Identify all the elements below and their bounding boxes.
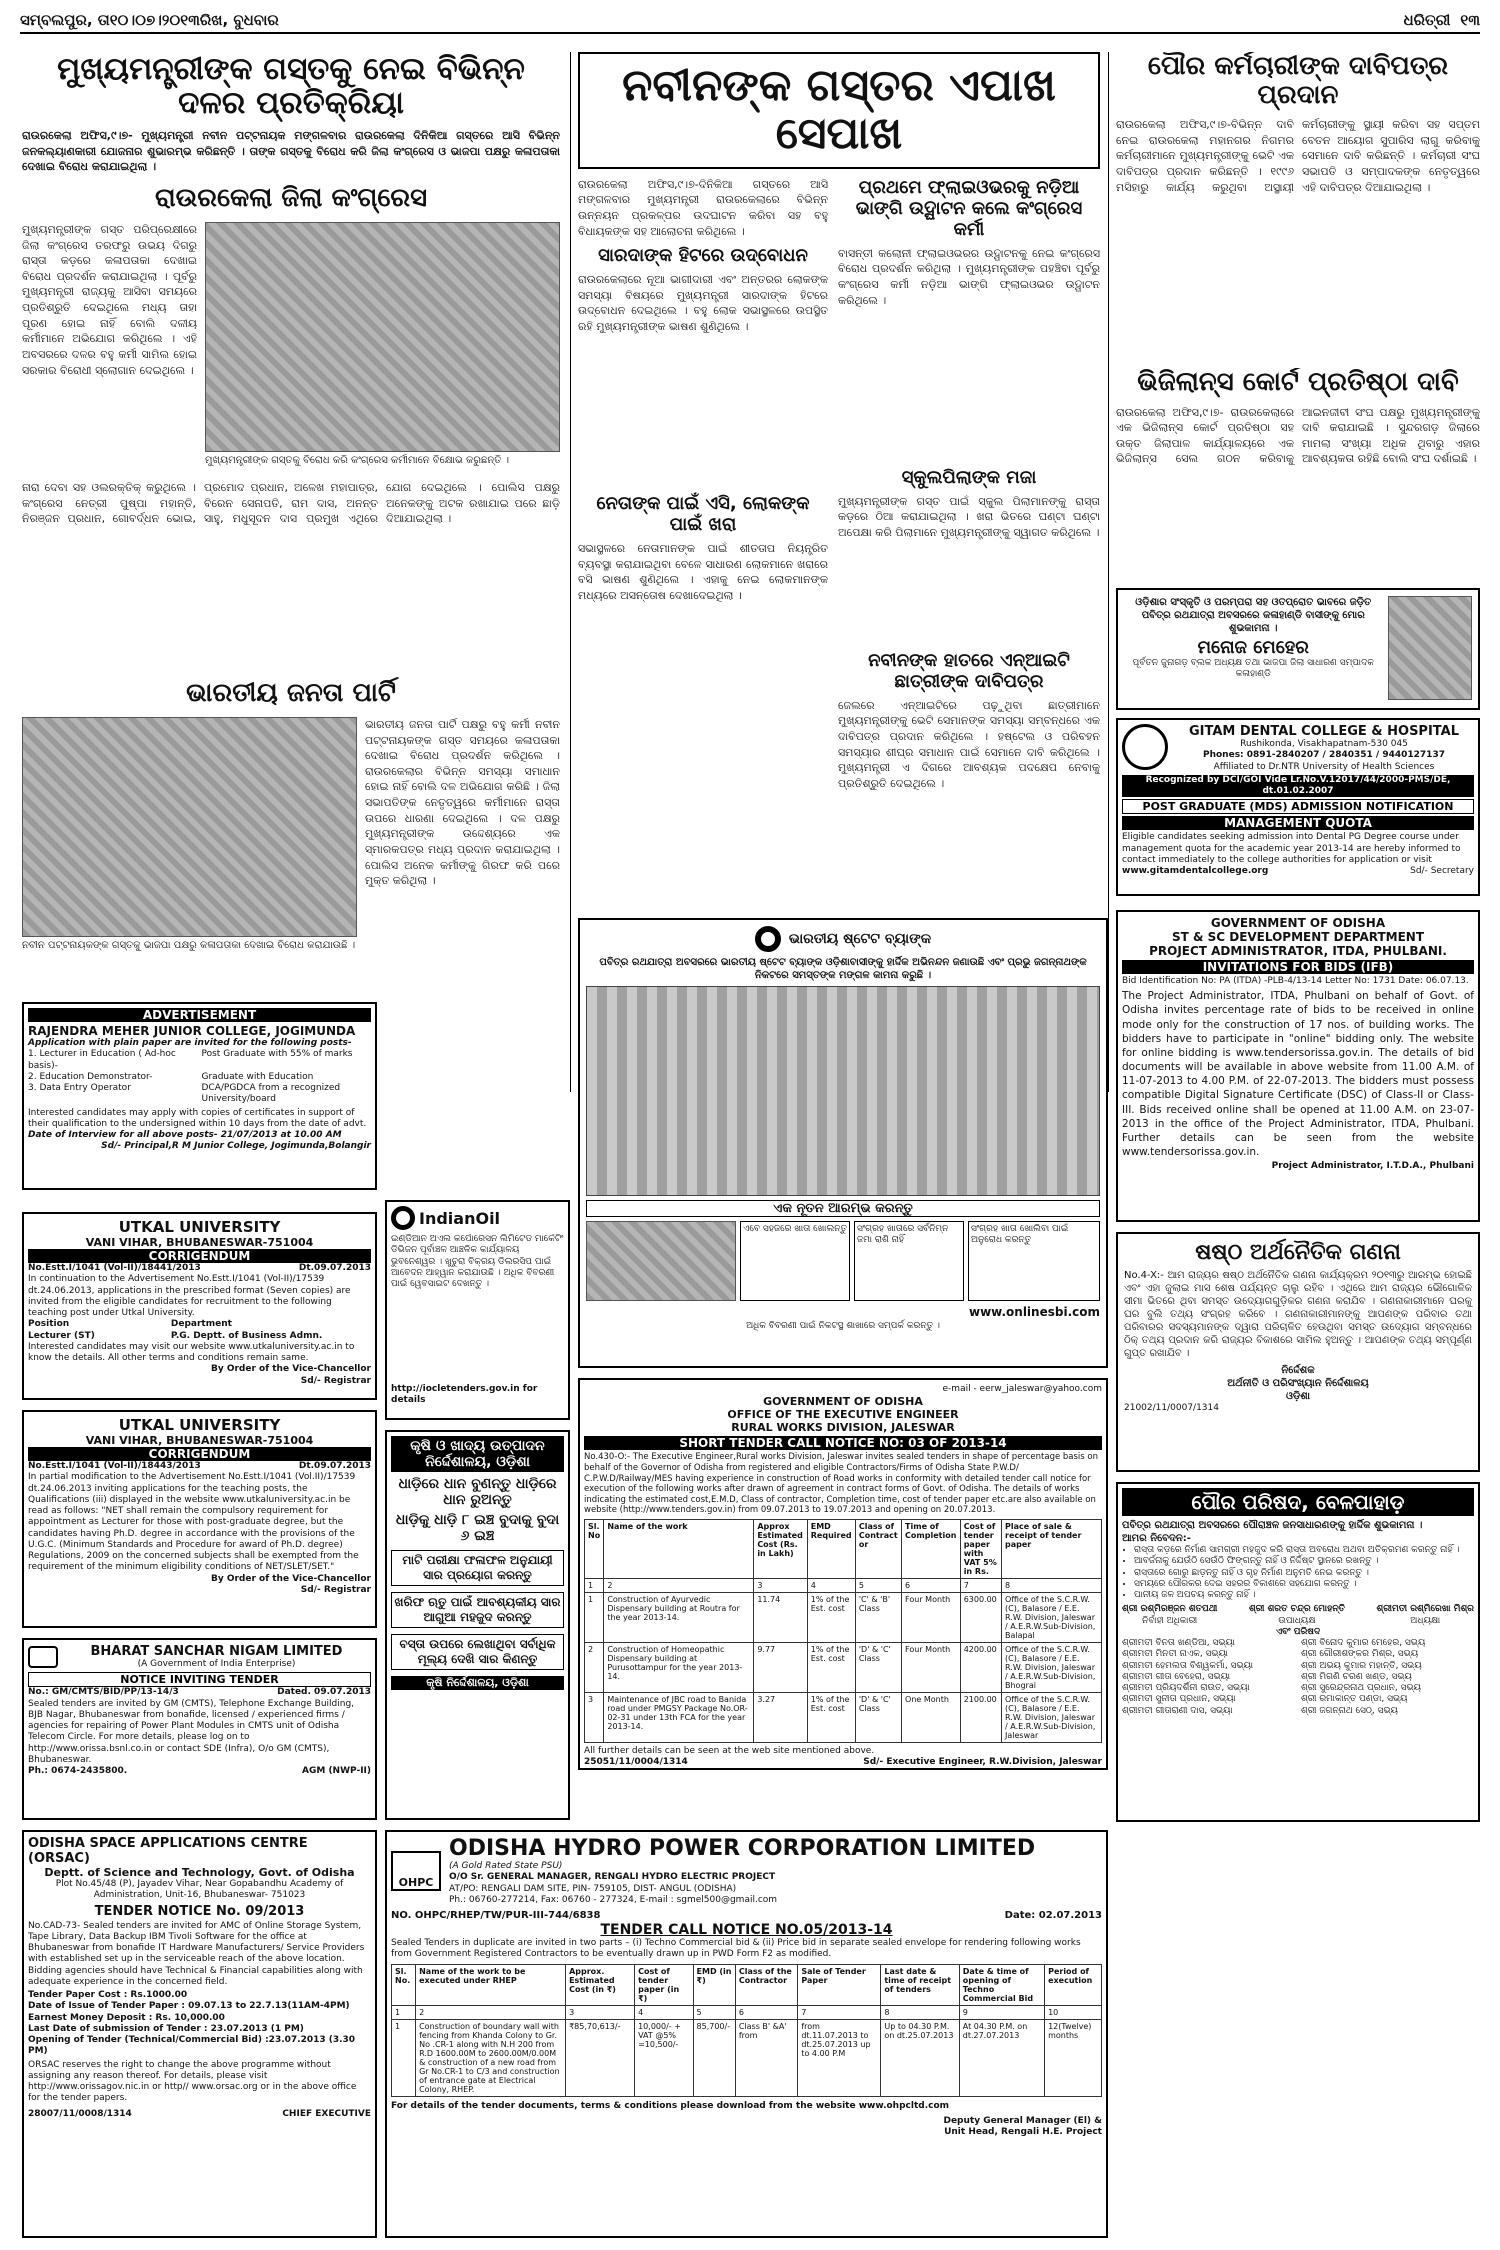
story2-side-text: ବାସନ୍ତୀ କଲୋନୀ ଫ୍ଲାଇଓଭରର ଉଦ୍ଘାଟନକୁ ନେଇ କଂଗ୍ରେସ ବିରୋଧ ପ୍ରଦର୍ଶନ କରିଥିଲା । ମୁଖ୍ୟମନ୍ତ୍ରୀଙ୍କ ପହଞ୍ଚିବା ପୂର୍ବରୁ କଂଗ୍ରେସ କର୍ମୀ ନଡ଼ିଆ ଭାଙ୍ଗି ଫ୍ଲାଇଓଭର ଉଦ୍ଘାଟନ କରିଥିଲେ । bbox=[838, 246, 1100, 307]
story1-bjp-text: ଭାରତୀୟ ଜନତା ପାର୍ଟି ପକ୍ଷରୁ ବହୁ କର୍ମୀ ନବୀନ ପଟ୍ଟନାୟକଙ୍କ ଗସ୍ତ ସମୟରେ କଳାପତାକା ଦେଖାଇ ବିରୋଧ ପ୍ରଦର୍ଶନ କରିଥିଲେ । ରାଉରକେଲାର ବିଭିନ୍ନ ସମସ୍ୟା ସମାଧାନ ହୋଇ ନାହିଁ ବୋଲି ଦଳ ଅଭିଯୋଗ କରିଛି । ଜିଲା ସଭାପତିଙ୍କ ନେତୃତ୍ୱରେ କର୍ମୀମାନେ ରାସ୍ତା ଉପରେ ଧାରଣା ଦେଇଥିଲେ । ଦଳ ପକ୍ଷରୁ ମୁଖ୍ୟମନ୍ତ୍ରୀଙ୍କ ଉଦ୍ଦେଶ୍ୟରେ ଏକ ସ୍ମାରକପତ୍ର ମଧ୍ୟ ପ୍ରଦାନ କରାଯାଇଥିଲା । ପୋଲିସ ଅନେକ କର୍ମୀଙ୍କୁ ଗିରଫ କରି ପରେ ମୁକ୍ତ କରିଥିଲା । bbox=[365, 718, 560, 888]
utkal1-sign: By Order of the Vice-Chancellor bbox=[210, 1364, 371, 1375]
utkal2-title: UTKAL UNIVERSITY bbox=[118, 1416, 281, 1434]
orsac-dept: Deptt. of Science and Technology, Govt. of Odisha bbox=[44, 1866, 355, 1879]
story2-section-a-head: ସାରଦାଙ୍କ ହିଟରେ ଉଦ୍ବୋଧନ bbox=[598, 245, 808, 267]
agri-footer: କୃଷି ନିର୍ଦ୍ଦେଶାଳୟ, ଓଡ଼ିଶା bbox=[391, 1676, 564, 1690]
table-colnum-row bbox=[585, 1579, 1102, 1593]
table-cell: 1 bbox=[392, 2005, 416, 2019]
table-cell: 9 bbox=[959, 2005, 1044, 2019]
rwd-office: OFFICE OF THE EXECUTIVE ENGINEER bbox=[727, 1408, 959, 1422]
sbi-website: www.onlinesbi.com bbox=[968, 1305, 1100, 1319]
utkal-corrigendum-1 bbox=[22, 1212, 377, 1400]
rwd-text: No.430-O:- The Executive Engineer,Rural works Division, Jaleswar invites sealed tenders in shape of percentage basis on behalf of the Governor of Odisha from registered and eligible Contractors/Firms of Odisha State P.W.D/ C.P.W.D/Railway/MES having experience in construction of Road works in conformity with detailed tender call notice for execution of the following works after drawn of agreement in contract forms of Govt. of Odisha. The details of works indicating the estimated cost,E.M.D, Class of contractor, Completion time, cost of tender paper etc.are also available on website (http://www.tenders.gov.in) from 09.07.2013 to 19.07.2013 and opening on 20.07.2013. bbox=[584, 1452, 1099, 1516]
masthead bbox=[20, 8, 1480, 34]
orsac-text2: ORSAC reserves the right to change the above programme without assigning any reason thereof. For details, please visit http://www.orissagov.nic.in or http// www.orsac.org or in the above office for the tender papers. bbox=[28, 2059, 357, 2104]
table-cell: Office of the S.C.R.W. (C), Balasore / E.E. R.W. Division, Jaleswar / A.E.R.W.Sub-Division, Balapal bbox=[1002, 1593, 1102, 1643]
table-cell: Office of the S.C.R.W. (C), Balasore / E.E. R.W. Division, Jaleswar / A.E.R.W.Sub-Division, Bhograi bbox=[1002, 1643, 1102, 1693]
utkal1-position-header: Position bbox=[28, 1319, 70, 1330]
belpahar-municipality-ad bbox=[1116, 1482, 1480, 1822]
utkal1-department-header: Department bbox=[170, 1319, 232, 1330]
table-cell: 2 bbox=[604, 1579, 754, 1593]
sbi-logo-text: ଭାରତୀୟ ଷ୍ଟେଟ ବ୍ୟାଙ୍କ bbox=[788, 931, 932, 947]
story2-section-b-text: ମୁଖ୍ୟମନ୍ତ୍ରୀଙ୍କ ଗସ୍ତ ପାଇଁ ସ୍କୁଲ ପିଲାମାନଙ୍କୁ ରାସ୍ତା କଡ଼ରେ ଠିଆ କରାଯାଇଥିଲା । ଖରା ଭିତରେ ଘଣ୍ଟା ଘଣ୍ଟା ଅପେକ୍ଷା କରି ପିଲାମାନେ ମୁଖ୍ୟମନ୍ତ୍ରୀଙ୍କୁ ସ୍ୱାଗତ କରିଥିଲେ । bbox=[838, 494, 1100, 539]
table-header: Sale of Tender Paper bbox=[798, 1964, 881, 2005]
gitam-phones: Phones: 0891-2840207 / 2840351 / 9440127137 bbox=[1203, 750, 1445, 761]
council-member: ଶ୍ରୀ ସୁରେନ୍ଦ୍ରନାଥ ପ୍ରଧାନ, ସଭ୍ୟ bbox=[1301, 1683, 1421, 1693]
story2-headline: ନବୀନଙ୍କ ଗସ୍ତର ଏପାଖ ସେପାଖ bbox=[578, 52, 1100, 169]
table-cell: 7 bbox=[798, 2005, 881, 2019]
agri-line1: ଧାଡ଼ିରେ ଧାନ ବୁଣନ୍ତୁ ଧାଡ଼ିରେ ଧାନ ରୁଅନ୍ତୁ bbox=[398, 1476, 557, 1508]
utkal1-position: Lecturer (ST) bbox=[28, 1330, 95, 1341]
paura-title: ପୌର ପରିଷଦ, ବେଳପାହାଡ଼ bbox=[1122, 1488, 1474, 1516]
story2-section-c-text: ସଭାସ୍ଥଳରେ ନେତାମାନଙ୍କ ପାଇଁ ଶୀତତାପ ନିୟନ୍ତ୍ରିତ ବ୍ୟବସ୍ଥା କରାଯାଇଥିବା ବେଳେ ସାଧାରଣ ଲୋକମାନେ ଖରାରେ ବସି ଭାଷଣ ଶୁଣିଥିଲେ । ଏହାକୁ ନେଇ ଲୋକମାନଙ୍କ ମଧ୍ୟରେ ଅସନ୍ତୋଷ ଦେଖାଦେଇଥିଲା । bbox=[578, 542, 828, 603]
story2-section-b-head: ସ୍କୁଲପିଲାଙ୍କ ମଜା bbox=[901, 466, 1037, 488]
utkal-corrigendum-2 bbox=[22, 1410, 377, 1628]
table-cell: 8 bbox=[881, 2005, 959, 2019]
council-member: ଶ୍ରୀ ଜଗନ୍ନାଥ ସେଠ୍, ସଭ୍ୟ bbox=[1301, 1705, 1398, 1716]
table-row bbox=[392, 2019, 1102, 2096]
story1-headline: ମୁଖ୍ୟମନ୍ତ୍ରୀଙ୍କ ଗସ୍ତକୁ ନେଇ ବିଭିନ୍ନ ଦଳର ପ୍ରତିକ୍ରିୟା bbox=[57, 52, 525, 122]
council-member: ଶ୍ରୀ ମିଗଣି ଚରଣ ଖଣ୍ଡ, ସଭ୍ୟ bbox=[1301, 1671, 1412, 1682]
rwd-div: RURAL WORKS DIVISION, JALESWAR bbox=[731, 1421, 955, 1435]
story-cm-visit-reactions bbox=[22, 52, 560, 992]
utkal2-number: No.Estt.I/1041 (Vol-II)/18443/2013 bbox=[28, 1461, 201, 1471]
gitam-title: GITAM DENTAL COLLEGE & HOSPITAL bbox=[1188, 724, 1459, 739]
ohpc-notice: TENDER CALL NOTICE NO.05/2013-14 bbox=[600, 1922, 893, 1938]
utkal1-title: UTKAL UNIVERSITY bbox=[118, 1218, 281, 1236]
orsac-notice: TENDER NOTICE No. 09/2013 bbox=[94, 1903, 305, 1919]
agri-box3: ବସ୍ତା ଉପରେ ଲେଖାଥିବା ସର୍ବାଧିକ ମୂଲ୍ୟ ଦେଖି ସାର କିଣନ୍ତୁ bbox=[391, 1634, 564, 1670]
itda-phulbani-ifb bbox=[1116, 910, 1480, 1222]
story4-headline: ଭିଜିଲାନ୍ସ କୋର୍ଟ ପ୍ରତିଷ୍ଠା ଦାବି bbox=[1137, 368, 1459, 397]
ohpc-date: Date: 02.07.2013 bbox=[1004, 1910, 1102, 1921]
table-header: Period of execution bbox=[1045, 1964, 1102, 2005]
gitam-bar1: POST GRADUATE (MDS) ADMISSION NOTIFICATION bbox=[1122, 799, 1474, 814]
utkal2-bar: CORRIGENDUM bbox=[28, 1447, 371, 1461]
itda-ref: Bid Identification No: PA (ITDA) -PLB-4/13-14 Letter No: 1731 Date: 06.07.13. bbox=[1122, 976, 1469, 986]
table-cell: Maintenance of JBC road to Banida road under PMGSY Package No.OR-02-31 under 13th FCA for the year 2013-14. bbox=[604, 1693, 754, 1743]
bsnl-title: BHARAT SANCHAR NIGAM LIMITED bbox=[90, 1644, 343, 1659]
congress-protest-photo bbox=[205, 222, 560, 452]
bsnl-phone: Ph.: 0674-2435800. bbox=[28, 1766, 128, 1776]
itda-bar: INVITATIONS FOR BIDS (IFB) bbox=[1122, 960, 1474, 974]
rmjc-qualification: DCA/PGDCA from a recognized University/board bbox=[201, 1083, 341, 1105]
orsac-item: Tender Paper Cost : Rs.1000.00 bbox=[28, 1990, 188, 2000]
census-sign1: ନିର୍ଦ୍ଦେଶକ bbox=[1281, 1365, 1315, 1376]
bsnl-logo-icon bbox=[28, 1646, 58, 1668]
table-cell: 12(Twelve) months bbox=[1045, 2019, 1102, 2096]
masthead-paper-name: ଧରିତ୍ରୀ bbox=[1403, 11, 1451, 29]
rmjc-qualification: Post Graduate with 55% of marks bbox=[201, 1049, 353, 1060]
indianoil-ad bbox=[385, 1200, 570, 1420]
table-header: Sl. No. bbox=[392, 1964, 416, 2005]
ohpc-line1: O/O Sr. GENERAL MANAGER, RENGALI HYDRO ELECTRIC PROJECT bbox=[449, 1872, 776, 1883]
table-cell: 8 bbox=[1002, 1579, 1102, 1593]
bsnl-sub: (A Government of India Enterprise) bbox=[137, 1659, 296, 1669]
story1-congress-text: ମୁଖ୍ୟମନ୍ତ୍ରୀଙ୍କ ଗସ୍ତ ପରିପ୍ରେକ୍ଷୀରେ ଜିଲା କଂଗ୍ରେସ ତରଫରୁ ଉଭୟ ଦିଗରୁ ରାସ୍ତା କଡ଼ରେ କଳାପତାକା ଦେଖାଇ ବିରୋଧ ପ୍ରଦର୍ଶନ କରାଯାଇଥିଲା । ପୂର୍ବରୁ ମୁଖ୍ୟମନ୍ତ୍ରୀ ରାଜ୍ୟକୁ ଆସିବା ସମୟରେ ପ୍ରତିଶ୍ରୁତି ଦେଇଥିଲେ ମଧ୍ୟ ତାହା ପୂରଣ ହୋଇ ନାହିଁ ବୋଲି ଦଳୀୟ କର୍ମୀମାନେ ଅଭିଯୋଗ କରିଥିଲେ । ଏହି ଅବସରରେ ଦଳର ବହୁ କର୍ମୀ ସାମିଲ ହୋଇ ସରକାର ବିରୋଧୀ ସ୍ଲୋଗାନ ଦେଇଥିଲେ । bbox=[22, 223, 197, 377]
table-cell: ₹85,70,613/- bbox=[566, 2019, 635, 2096]
ohpc-number: NO. OHPC/RHEP/TW/PUR-III-744/6838 bbox=[391, 1910, 601, 1921]
utkal2-text: In partial modification to the Advertisement No.Estt.I/1041 (Vol.II)/17539 dt.24.06.2013 inviting applications for the teaching posts, the Qualifications (iii) displayed in the website www.utkaluniversity.ac.in be read as follows: "NET shall remain the compulsory requirement for appointment as Lecturer for those with post-graduate degree, but the candidates having Ph.D. degree in accordance with the provisions of the U.G.C. (Minimum Standards and Procedure for award of Ph.D. degree) Regulations, 2009 on the concerned subjects shall be exempted from the requirement of the minimum eligibility conditions of NET/SLET/SET." bbox=[28, 1472, 359, 1573]
table-cell: 9.77 bbox=[754, 1643, 807, 1693]
utkal1-text: In continuation to the Advertisement No.Estt.I/1041 (Vol-II)/17539 dt.24.06.2013, applications in the prescribed format (Seven copies) are invited from the eligible candidates for recruitment to the following teaching post under Utkal University. bbox=[28, 1274, 351, 1318]
paura-point: • ରାସ୍ତା କଡ଼ରେ ନିର୍ମାଣ ସାମଗ୍ରୀ ମହଜୁଦ କରି ରାସ୍ତା ଅବରୋଧ ଅଥବା ଅତିକ୍ରମଣ କରନ୍ତୁ ନାହିଁ । bbox=[1134, 1545, 1474, 1556]
ohpc-tender-notice bbox=[385, 1830, 1108, 2238]
table-cell: 3 bbox=[754, 1579, 807, 1593]
council-member: ଶ୍ରୀମତୀ ମିନତୀ ନାଏକ, ସଭ୍ୟା bbox=[1122, 1649, 1228, 1660]
story4-text: ରାଉରକେଲା ଅଫିସ,୯।୭- ରାଉରକେଲାରେ ଏକ ଭିଜିଲାନ୍ସ କୋର୍ଟ ପ୍ରତିଷ୍ଠା ସହ ଉକ୍ତ ଜିଲାପାଳ କାର୍ଯ୍ୟାଳୟରେ ଏକ ଭିଜିଲାନ୍ସ ସେଲ ଗଠନ କରିବାକୁ ଆଇନଜୀବୀ ସଂଘ ପକ୍ଷରୁ ମୁଖ୍ୟମନ୍ତ୍ରୀଙ୍କୁ ଦାବି କରାଯାଇଛି । ସୁନ୍ଦରଗଡ଼ ଜିଲାରେ ମାମଲା ସଂଖ୍ୟା ଅଧିକ ଥିବାରୁ ଏହାର ଆବଶ୍ୟକତା ରହିଛି ବୋଲି ସଂଘ ଦର୍ଶାଇଛି । bbox=[1116, 405, 1480, 466]
table-cell: One Month bbox=[902, 1693, 961, 1743]
orsac-item: Date of Issue of Tender Paper : 09.07.13 to 22.7.13(11AM-4PM) bbox=[28, 2001, 350, 2012]
table-cell: 1 bbox=[585, 1593, 604, 1643]
paura-point: • ଆବର୍ଜନାକୁ ଯେଉଁଠି ସେଉଁଠି ଫିଙ୍ଗନ୍ତୁ ନାହିଁ ଓ ନିର୍ଦ୍ଦିଷ୍ଟ ସ୍ଥାନରେ ରଖନ୍ତୁ । bbox=[1134, 1556, 1474, 1567]
bsnl-text: Sealed tenders are invited by GM (CMTS), Telephone Exchange Building, BJB Nagar, Bhubaneswar from bonafide, licensed / experienced firms / agencies for repairing of Power Plant Modules in CMTS unit of Odisha Telecom Circle. For more details, please log on to http://www.orissa.bsnl.co.in or contact SDE (Infra), O/o GM (CMTS), Bhubaneswar. bbox=[28, 1698, 355, 1765]
council-member: ଶ୍ରୀ ରମାକାନ୍ତ ପଣ୍ଡା, ସଭ୍ୟ bbox=[1301, 1694, 1408, 1705]
rmjc-text: Interested candidates may apply with copies of certificates in support of their qualification to the undersigned within 10 days from the date of advt. bbox=[28, 1107, 367, 1129]
agri-box2: ଖରିଫ ଋତୁ ପାଇଁ ଆବଶ୍ୟକୀୟ ସାର ଆଗୁଆ ମହଜୁଦ କରନ୍ତୁ bbox=[391, 1592, 564, 1628]
gitam-address: Rushikonda, Visakhapatnam-530 045 bbox=[1240, 739, 1408, 749]
rmjc-jogimunda-ad bbox=[22, 1002, 377, 1190]
table-header: EMD (in ₹) bbox=[693, 1964, 735, 2005]
table-cell: 3.27 bbox=[754, 1693, 807, 1743]
orsac-addr: Plot No.45/48 (P), Jayadev Vihar, Near Gopabandhu Academy of Administration, Unit-16, Bhubaneswar- 751023 bbox=[55, 1879, 344, 1901]
table-header: Last date & time of receipt of tenders bbox=[881, 1964, 959, 2005]
gitam-website: www.gitamdentalcollege.org bbox=[1122, 866, 1269, 876]
paura-points bbox=[1122, 1545, 1474, 1601]
table-header: Approx Estimated Cost (Rs. in Lakh) bbox=[754, 1520, 807, 1579]
orsac-item: Opening of Tender (Technical/Commercial Bid) :23.07.2013 (3.30 PM) bbox=[28, 2035, 356, 2057]
bsnl-number: No.: GM/CMTS/BID/PP/13-14/3 bbox=[28, 1687, 179, 1698]
ohpc-logo: OHPC bbox=[391, 1851, 441, 1891]
indianoil-logo: IndianOil bbox=[419, 1208, 501, 1228]
council-member: ଶ୍ରୀମତୀ ଗୀତାରାଣୀ ଦାସ, ସଭ୍ୟା bbox=[1122, 1705, 1233, 1716]
council-member: ଶ୍ରୀ ବିନୋଦ କୁମାର ମେହେର, ସଭ୍ୟ bbox=[1301, 1638, 1426, 1648]
story1-subhead-congress: ରାଉରକେଲା ଜିଲା କଂଗ୍ରେସ bbox=[154, 183, 428, 214]
paura-council-label: ଏବଂ ପରିଷଦ bbox=[1275, 1626, 1321, 1637]
gitam-text: Eligible candidates seeking admission into Dental PG Degree course under management quota for the academic year 2013-14 are hereby informed to contact immediately to the college authorities for application or visit bbox=[1122, 832, 1461, 865]
table-cell: 10,000/- + VAT @5% =10,500/- bbox=[635, 2019, 693, 2096]
ohpc-sign1: Deputy General Manager (El) & bbox=[943, 2115, 1102, 2126]
rmjc-post: 2. Education Demonstrator- bbox=[28, 1071, 153, 1082]
table-cell: 4200.00 bbox=[960, 1643, 1001, 1693]
rmjc-title: RAJENDRA MEHER JUNIOR COLLEGE, JOGIMUNDA bbox=[28, 1024, 356, 1038]
rwd-jaleswar-tender bbox=[578, 1378, 1108, 1770]
itda-dept: ST & SC DEVELOPMENT DEPARTMENT bbox=[1171, 930, 1425, 944]
table-colnum-row bbox=[392, 2005, 1102, 2019]
story1-intro: ରାଉରକେଲା ଅଫିସ,୯।୭- ମୁଖ୍ୟମନ୍ତ୍ରୀ ନବୀନ ପଟ୍ଟନାୟକ ମଙ୍ଗଳବାର ରାଉରକେଲା ଦିନିକିଆ ଗସ୍ତରେ ଆସି ବିଭିନ୍ନ ଜନକଲ୍ୟାଣକାରୀ ଯୋଜନାର ଶୁଭାରମ୍ଭ କରିଛନ୍ତି । ତାଙ୍କ ଗସ୍ତକୁ ବିରୋଧ କରି ଜିଲା କଂଗ୍ରେସ ଓ ଭାଜପା ପକ୍ଷରୁ କଳାପତାକା ଦେଖାଇ ବିରୋଧ କରାଯାଇଥିଲା । bbox=[22, 129, 560, 174]
table-header: Approx. Estimated Cost (in ₹) bbox=[566, 1964, 635, 2005]
table-cell: 'D' & 'C' Class bbox=[855, 1643, 901, 1693]
bsnl-date: Dated. 09.07.2013 bbox=[277, 1687, 371, 1698]
table-header-row bbox=[392, 1964, 1102, 2005]
officer-role: ଅଧ୍ୟକ୍ଷା bbox=[1410, 1615, 1441, 1626]
orsac-text: No.CAD-73- Sealed tenders are invited for AMC of Online Storage System, Tape Library, Data Backup IBM Tivoli Software for the office at Bhubaneswar from bonafide IT Hardware Manufacturers/ Service Providers with established set up in the serviceable reach of the above location. Bidding agencies should have Technical & Financial capabilities along with adequate experience in the concerned field. bbox=[28, 1920, 365, 1987]
rwd-gov: GOVERNMENT OF ODISHA bbox=[763, 1395, 923, 1409]
story3-headline: ପୌର କର୍ମଚାରୀଙ୍କ ଦାବିପତ୍ର ପ୍ରଦାନ bbox=[1147, 52, 1449, 110]
council-member: ଶ୍ରୀମତୀ ବିନତା ଖଣ୍ଡିଆ, ସଭ୍ୟା bbox=[1122, 1638, 1235, 1648]
table-cell: 3 bbox=[585, 1693, 604, 1743]
rwd-code: 25051/11/0004/1314 bbox=[584, 1757, 688, 1768]
ohpc-line3: Ph.: 06760-277214, Fax: 06760 - 277324, E-mail : sgmel500@gmail.com bbox=[449, 1894, 778, 1905]
table-cell: 2 bbox=[416, 2005, 566, 2019]
table-cell: At 04.30 P.M. on dt.27.07.2013 bbox=[959, 2019, 1044, 2096]
utkal1-bar: CORRIGENDUM bbox=[28, 1249, 371, 1263]
council-member: ଶ୍ରୀ ଅଭୟ କୁମାର ମହାନ୍ତି, ସଭ୍ୟ bbox=[1301, 1660, 1422, 1671]
table-cell: 6 bbox=[902, 1579, 961, 1593]
ohpc-footer: For details of the tender documents, terms & conditions please download from the website www.ohpcltd.com bbox=[391, 2100, 950, 2111]
bsnl-bar: NOTICE INVITING TENDER bbox=[28, 1672, 371, 1687]
table-cell: Construction of Homeopathic Dispensary building at Purusottampur for the year 2013-14. bbox=[604, 1643, 754, 1693]
table-cell: Construction of Ayurvedic Dispensary building at Routra for the year 2013-14. bbox=[604, 1593, 754, 1643]
census-text: No.4-X:- ଆମ ରାଜ୍ୟର ଷଷ୍ଠ ଅର୍ଥନୈତିକ ଗଣନା କାର୍ଯ୍ୟକ୍ରମ ୨୦୧୩ରୁ ଆରମ୍ଭ ହୋଇଛି ଏବଂ ଏହା ଜୁଲାଇ ମାସ ଶେଷ ପର୍ଯ୍ୟନ୍ତ ଚାଲୁ ରହିବ । ଏଥିରେ ଆମ ରାଜ୍ୟର ଭୌଗୋଳିକ ସୀମା ଭିତରେ ଥିବା ସମସ୍ତ ଉଦ୍ୟୋଗଗୁଡ଼ିକର ଗଣନା କରାଯିବ । ଗଣନାକାରୀମାନେ ଘରକୁ ଘର ବୁଲି ତଥ୍ୟ ସଂଗ୍ରହ କରିବେ । ଗଣନାକାରୀମାନଙ୍କୁ ଆପଣଙ୍କ ପରିବାର ତଥା ପରିବାରର ସଦସ୍ୟମାନଙ୍କ ଦ୍ୱାରା ପରିଚାଳିତ ହେଉଥିବା ସମସ୍ତ ଉଦ୍ୟୋଗ ସମ୍ବନ୍ଧରେ ଠିକ୍ ତଥ୍ୟ ପ୍ରଦାନ କରି ରାଜ୍ୟର ବିକାଶରେ ସାମିଲ ହୁଅନ୍ତୁ । ଆପଣଙ୍କ ତଥ୍ୟ ସମ୍ପୂର୍ଣ୍ଣ ଗୁପ୍ତ ରଖାଯିବ । bbox=[1124, 1270, 1472, 1359]
story-vigilance-court-demand bbox=[1116, 368, 1480, 578]
table-cell: Construction of boundary wall with fencing from Khanda Colony to Gr. No .CR-1 along with N.H 200 from R.D 1600.00M to 2600.00M/0.00M & construction of a new road from Gr No.CR-1 to C/3 and construction of entrance gate at Electrical Colony, RHEP. bbox=[416, 2019, 566, 2096]
gitam-recognition: Recognized by DCI/GOI Vide Lr.No.V.12017/44/2000-PMS/DE, dt.01.02.2007 bbox=[1122, 775, 1474, 798]
utkal1-department: P.G. Deptt. of Business Admn. bbox=[170, 1330, 323, 1341]
sbi-logo-icon bbox=[755, 926, 781, 952]
masthead-date: ସମ୍ବଲପୁର, ତା୧୦।୦୭।୨୦୧୩ରିଖ, ବୁଧବାର bbox=[20, 11, 279, 29]
census-sign3: ଓଡ଼ିଶା bbox=[1285, 1391, 1311, 1402]
sbi-promo-photo bbox=[586, 1221, 736, 1301]
story2-section-c-head: ନେତାଙ୍କ ପାଇଁ ଏସି, ଲୋକଙ୍କ ପାଇଁ ଖରା bbox=[596, 493, 810, 536]
officer-name: ଶ୍ରୀ ଶରତ ଚନ୍ଦ୍ର ମୋହନ୍ତି bbox=[1248, 1604, 1345, 1615]
utkal2-date: Dt.09.07.2013 bbox=[298, 1461, 371, 1471]
table-cell: 7 bbox=[960, 1579, 1001, 1593]
utkal1-text2: Interested candidates may visit our website www.utkaluniversity.ac.in to know the details. All other terms and conditions remain same. bbox=[28, 1341, 355, 1363]
greeting-ad-manoj-meher bbox=[1116, 588, 1480, 710]
itda-gov: GOVERNMENT OF ODISHA bbox=[1210, 916, 1386, 930]
table-cell: from dt.11.07.2013 to dt.25.07.2013 up to 4.00 P.M bbox=[798, 2019, 881, 2096]
table-cell: 5 bbox=[693, 2005, 735, 2019]
table-cell: Four Month bbox=[902, 1643, 961, 1693]
gitam-bar2: MANAGEMENT QUOTA bbox=[1122, 816, 1474, 830]
agriculture-directorate-ad bbox=[385, 1430, 570, 1820]
orsac-item: Earnest Money Deposit : Rs. 10,000.00 bbox=[28, 2012, 225, 2023]
table-header-row bbox=[585, 1520, 1102, 1579]
council-member: ଶ୍ରୀମତୀ ସୁନୀତା ପ୍ରଧାନ, ସଭ୍ୟା bbox=[1122, 1694, 1236, 1705]
paura-greeting: ପବିତ୍ର ରଥଯାତ୍ରା ଅବସରରେ ପୌରାଞ୍ଚଳ ଜନସାଧାରଣଙ୍କୁ ହାର୍ଦ୍ଦିକ ଶୁଭକାମନା । bbox=[1122, 1520, 1423, 1531]
gitam-affiliation: Affiliated to Dr.NTR University of Health Sciences bbox=[1213, 761, 1435, 772]
table-cell: 'D' & 'C' Class bbox=[855, 1693, 901, 1743]
table-cell: 1% of the Est. cost bbox=[807, 1693, 855, 1743]
sbi-banner: ଏକ ନୂତନ ଆରମ୍ଭ କରନ୍ତୁ bbox=[586, 1200, 1100, 1217]
table-cell: 11.74 bbox=[754, 1593, 807, 1643]
sbi-promo2: ସଂଗ୍ରହ ଖାତା ଖୋଲିବା ପାଇଁ ଅନୁରୋଧ କରନ୍ତୁ bbox=[968, 1221, 1100, 1301]
utkal2-addr: VANI VIHAR, BHUBANESWAR-751004 bbox=[85, 1434, 314, 1447]
table-header: Name of the work bbox=[604, 1520, 754, 1579]
table-row bbox=[585, 1693, 1102, 1743]
table-cell: 4 bbox=[807, 1579, 855, 1593]
sbi-message: ପବିତ୍ର ରଥଯାତ୍ରା ଅବସରରେ ଭାରତୀୟ ଷ୍ଟେଟ ବ୍ୟାଙ୍କ ଓଡ଼ିଶାବାସୀଙ୍କୁ ହାର୍ଦ୍ଦିକ ଅଭିନନ୍ଦନ ଜଣାଉଛି ଏବଂ ପ୍ରଭୁ ଜଗନ୍ନାଥଙ୍କ ନିକଟରେ ସମସ୍ତଙ୍କ ମଙ୍ଗଳ କାମନା କରୁଛି । bbox=[599, 957, 1087, 981]
table-cell: Up to 04.30 P.M. on dt.25.07.2013 bbox=[881, 2019, 959, 2096]
table-cell: Office of the S.C.R.W. (C), Balasore / E.E. R.W. Division, Jaleswar / A.E.R.W.Sub-Division, Jaleswar bbox=[1002, 1693, 1102, 1743]
story2-side-head: ପ୍ରଥମେ ଫ୍ଲାଇଓଭରକୁ ନଡ଼ିଆ ଭାଙ୍ଗି ଉଦ୍ଘାଟନ କଲେ କଂଗ୍ରେସ କର୍ମୀ bbox=[855, 176, 1083, 240]
greeting-name: ମନୋଜ ମେହେର bbox=[1197, 637, 1309, 658]
itda-sign: Project Administrator, I.T.D.A., Phulbani bbox=[1271, 1161, 1474, 1172]
orsac-code: 28007/11/0008/1314 bbox=[28, 2108, 132, 2119]
story2-section-a-text: ରାଉରକେଲାରେ ନୂଆ ଭାଗୀଦାରୀ ଏବଂ ଅନ୍ତରର ଲୋକଙ୍କ ସମସ୍ୟା ବିଷୟରେ ମୁଖ୍ୟମନ୍ତ୍ରୀ ସାରଦାଙ୍କ ହିଟରେ ଉଦ୍ବୋଧନ ଦେଇଥିଲେ । ବହୁ ଲୋକ ସଭାସ୍ଥଳରେ ଉପସ୍ଥିତ ରହି ମୁଖ୍ୟମନ୍ତ୍ରୀଙ୍କ ଭାଷଣ ଶୁଣିଥିଲେ । bbox=[578, 273, 828, 334]
table-cell: 10 bbox=[1045, 2005, 1102, 2019]
paura-point: • ପାନୀୟ ଜଳ ଅପଚୟ କରନ୍ତୁ ନାହିଁ । bbox=[1134, 1590, 1474, 1601]
story2-intro: ରାଉରକେଲା ଅଫିସ,୯।୭-ଦିନିକିଆ ଗସ୍ତରେ ଆସି ମଙ୍ଗଳବାର ମୁଖ୍ୟମନ୍ତ୍ରୀ ରାଉରକେଲାରେ ବିଭିନ୍ନ ଉନ୍ନୟନ ପ୍ରକଳ୍ପର ଉଦଘାଟନ କରିବା ସହ ବହୁ ବିଧାୟକଙ୍କ ସହ ଆଲୋଚନା କରିଥିଲେ । bbox=[578, 177, 828, 238]
gitam-dental-ad bbox=[1116, 718, 1480, 896]
ohpc-sub: (A Gold Rated State PSU) bbox=[449, 1861, 563, 1871]
story-municipal-staff-memorandum bbox=[1116, 52, 1480, 352]
itda-text: The Project Administrator, ITDA, Phulbani on behalf of Govt. of Odisha invites percentage rate of bids to be received in online mode only for the construction of 17 nos. of building works. The bidders have to participate in "online" bidding only. The website for online bidding is www.tendersorissa.gov.in. The details of bid documents will be available in above website from 11.00 A.M. of 11-07-2013 to 4.00 P.M. of 22-07-2013. The bidders must possess compatible Digital Signature Certificate (DSC) of Class-II or Class-III. Bids received online shall be opened at 11.00 A.M. on 23-07-2013 in the office of the Project Administrator, ITDA, Phulbani. Further details can be seen from the website www.tendersorissa.gov.in. bbox=[1122, 990, 1474, 1159]
rwd-email: e-mail - eerw_jaleswar@yahoo.com bbox=[942, 1384, 1102, 1394]
officer-role: ନିର୍ବାହୀ ଅଧିକାରୀ bbox=[1142, 1615, 1198, 1626]
census-code: 21002/11/0007/1314 bbox=[1124, 1403, 1219, 1413]
rwd-footer: All further details can be seen at the web site mentioned above. bbox=[584, 1746, 875, 1756]
table-cell: 6 bbox=[735, 2005, 797, 2019]
rmjc-intro: Application with plain paper are invited for the following posts- bbox=[28, 1038, 352, 1048]
ohpc-title: ODISHA HYDRO POWER CORPORATION LIMITED bbox=[449, 1836, 1036, 1861]
sbi-promo1: ଏବେ ସହଜରେ ଖାତା ଖୋଲନ୍ତୁ bbox=[740, 1221, 850, 1301]
table-header: Name of the work to be executed under RHEP bbox=[416, 1964, 566, 2005]
rmjc-interview-date: Date of Interview for all above posts- 21/07/2013 at 10.00 AM bbox=[28, 1130, 342, 1140]
indianoil-logo-icon bbox=[391, 1206, 415, 1230]
story1-bottom-text: ନାରା ଦେବା ସହ ଓଲରକ୍ତିକ୍ କରୁଥିଲେ । କଂଗ୍ରେସ ନେତ୍ରୀ ପୁଷ୍ପା ମହାନ୍ତି, ନିରଞ୍ଜନ ପ୍ରଧାନ, ଗୋବର୍ଦ୍ଧନ ଭୋଇ, ପ୍ରମୋଦ ପ୍ରଧାନ, ଅଳେଖ ମହାପାତ୍ର, ବିରେନ ସେନାପତି, ରାମ ଦାସ, ଅନନ୍ତ ସାହୁ, ମଧୁସୂଦନ ଦାସ ପ୍ରମୁଖ ଏଥିରେ ଯୋଗ ଦେଇଥିଲେ । ପୋଲିସ ପକ୍ଷରୁ ଅନେକଙ୍କୁ ଅଟକ ରଖାଯାଇ ପରେ ଛାଡ଼ି ଦିଆଯାଇଥିଲା । bbox=[22, 481, 560, 526]
orsac-title: ODISHA SPACE APPLICATIONS CENTRE (ORSAC) bbox=[28, 1836, 308, 1866]
ohpc-line2: AT/PO: RENGALI DAM SITE, PIN- 759105, DIST- ANGUL (ODISHA) bbox=[449, 1883, 737, 1894]
table-header: Cost of tender paper with VAT 5% in Rs. bbox=[960, 1520, 1001, 1579]
story1-subhead-bjp: ଭାରତୀୟ ଜନତା ପାର୍ଟି bbox=[186, 678, 396, 709]
table-cell: 2100.00 bbox=[960, 1693, 1001, 1743]
utkal1-number: No.Estt.I/1041 (Vol-II)/18441/2013 bbox=[28, 1263, 201, 1273]
council-member: ଶ୍ରୀମତୀ ହେମଲତା ବିଶ୍ୱକର୍ମା, ସଭ୍ୟା bbox=[1122, 1660, 1254, 1671]
sbi-rathayatra-ad bbox=[578, 918, 1108, 1368]
agri-line2: ଧାଡ଼ିକୁ ଧାଡ଼ି ୮ ଇଞ୍ଚ ବୁଦାକୁ ବୁଦା ୬ ଇଞ୍ଚ bbox=[395, 1512, 560, 1544]
table-header: EMD Required bbox=[807, 1520, 855, 1579]
table-header: Cost of tender paper (in ₹) bbox=[635, 1964, 693, 2005]
table-cell: 1% of the Est. cost bbox=[807, 1593, 855, 1643]
bjp-protest-photo bbox=[22, 717, 357, 937]
table-header: Sl. No bbox=[585, 1520, 604, 1579]
indianoil-text: ଇଣ୍ଡିଆନ ଅଏଲ କର୍ପୋରେସନ ଲିମିଟେଡ ମାର୍କେଟିଂ ଡିଭିଜନ ପୂର୍ବାଞ୍ଚଳ ଆଞ୍ଚଳିକ କାର୍ଯ୍ୟାଳୟ ଭୁବନେଶ୍ୱର । ଖୁଚୁରା ବିକ୍ରୟ ଡିଲରସିପ ପାଇଁ ଆବେଦନ ଆହ୍ୱାନ କରାଯାଉଛି । ଅଧିକ ବିବରଣୀ ପାଇଁ ୱେବସାଇଟ ଦେଖନ୍ତୁ । bbox=[391, 1234, 564, 1289]
council-member: ଶ୍ରୀ ଗୌରୀଶଙ୍କର ମିଶ୍ର, ସଭ୍ୟ bbox=[1301, 1649, 1419, 1660]
officer-name: ଶ୍ରୀ ରଶ୍ମିରଞ୍ଜନ ଶତପଥୀ bbox=[1122, 1604, 1218, 1615]
council-member: ଶ୍ରୀମତୀ ଗୀତା ବେହେରା, ସଭ୍ୟା bbox=[1122, 1671, 1231, 1682]
rwd-sign: Sd/- Executive Engineer, R.W.Division, Jaleswar bbox=[863, 1757, 1102, 1768]
rwd-bar: SHORT TENDER CALL NOTICE NO: 03 OF 2013-14 bbox=[584, 1436, 1102, 1450]
table-cell: 3 bbox=[566, 2005, 635, 2019]
economic-census-notice bbox=[1116, 1232, 1480, 1472]
greeting-text: ଓଡ଼ିଶାର ସଂସ୍କୃତି ଓ ପରମ୍ପରା ସହ ଓତପ୍ରୋତ ଭାବରେ ଜଡ଼ିତ ପବିତ୍ର ରଥଯାତ୍ରା ଅବସରରେ କଳାହାଣ୍ଡି ବାସୀଙ୍କୁ ମୋର ଶୁଭକାମନା । bbox=[1135, 597, 1372, 634]
ohpc-sign2: Unit Head, Rengali H.E. Project bbox=[944, 2127, 1102, 2137]
table-cell: 5 bbox=[855, 1579, 901, 1593]
orsac-item: Last Date of submission of Tender : 23.07.2013 (1 PM) bbox=[28, 2023, 304, 2034]
rwd-works-table bbox=[584, 1519, 1102, 1743]
orsac-tender-notice bbox=[22, 1830, 377, 2238]
paura-point: • ସମୟରେ ପୌରକର ଦେଇ ସହରର ବିକାଶରେ ସହଯୋଗ କରନ୍ତୁ । bbox=[1134, 1579, 1474, 1590]
table-header: Class of the Contractor bbox=[735, 1964, 797, 2005]
census-sign2: ଅର୍ଥନୀତି ଓ ପରିସଂଖ୍ୟାନ ନିର୍ଦ୍ଦେଶାଳୟ bbox=[1227, 1378, 1369, 1389]
bsnl-sign: AGM (NWP-II) bbox=[302, 1766, 371, 1776]
story2-section-d-text: ଜେଲରେ ଏନ୍ଆଇଟିରେ ପଢ଼ୁଥିବା ଛାତ୍ରୀମାନେ ମୁଖ୍ୟମନ୍ତ୍ରୀଙ୍କୁ ଭେଟି ସେମାନଙ୍କ ସମସ୍ୟା ସମ୍ବନ୍ଧରେ ଏକ ଦାବିପତ୍ର ପ୍ରଦାନ କରିଥିଲେ । ହଷ୍ଟେଲ ଓ ପରିବହନ ସମସ୍ୟାର ଶୀଘ୍ର ସମାଧାନ ପାଇଁ ସେମାନେ ଦାବି କରିଥିଲେ । ମୁଖ୍ୟମନ୍ତ୍ରୀ ଏ ଦିଗରେ ଆବଶ୍ୟକ ପଦକ୍ଷେପ ନେବାକୁ ପ୍ରତିଶ୍ରୁତି ଦେଇଥିଲେ । bbox=[838, 698, 1100, 790]
table-cell: 85,700/- bbox=[693, 2019, 735, 2096]
table-cell: 2 bbox=[585, 1643, 604, 1693]
itda-office: PROJECT ADMINISTRATOR, ITDA, PHULBANI. bbox=[1149, 944, 1447, 958]
council-member: ଶ୍ରୀମତୀ ପ୍ରିୟଦର୍ଶିନୀ ରାଉତ, ସଭ୍ୟା bbox=[1122, 1683, 1250, 1693]
story3-text: ରାଉରକେଲା ଅଫିସ,୯।୭-ବିଭିନ୍ନ ଦାବି ନେଇ ରାଉରକେଲା ମହାନଗର ନିଗମର କର୍ମଚାରୀମାନେ ମୁଖ୍ୟମନ୍ତ୍ରୀଙ୍କୁ ଭେଟି ଏକ ଦାବିପତ୍ର ପ୍ରଦାନ କରିଛନ୍ତି । ୧୯୯୬ ମସିହାରୁ କାର୍ଯ୍ୟ କରୁଥିବା ଅସ୍ଥାୟୀ କର୍ମଚାରୀଙ୍କୁ ସ୍ଥାୟୀ କରିବା ସହ ସପ୍ତମ ବେତନ ଆୟୋଗ ସୁପାରିସ ଲାଗୁ କରିବାକୁ ସେମାନେ ଦାବି କରିଛନ୍ତି । କର୍ମଚାରୀ ସଂଘ ସଭାପତି ଓ ସମ୍ପାଦକଙ୍କ ନେତୃତ୍ୱରେ ଏହି ଦାବିପତ୍ର ଦିଆଯାଇଥିଲା । bbox=[1116, 118, 1480, 194]
table-header: Time of Completion bbox=[902, 1520, 961, 1579]
utkal1-addr: VANI VIHAR, BHUBANESWAR-751004 bbox=[85, 1236, 314, 1249]
congress-photo-caption: ମୁଖ୍ୟମନ୍ତ୍ରୀଙ୍କ ଗସ୍ତକୁ ବିରୋଧ କରି କଂଗ୍ରେସ କର୍ମୀମାନେ ବିକ୍ଷୋଭ କରୁଛନ୍ତି । bbox=[205, 455, 510, 467]
table-cell: Class B' &A' from bbox=[735, 2019, 797, 2096]
rath-chariots-image bbox=[586, 986, 1100, 1196]
table-cell: 6300.00 bbox=[960, 1593, 1001, 1643]
table-row bbox=[585, 1643, 1102, 1693]
gitam-logo-icon bbox=[1122, 724, 1168, 770]
sbi-promo3: ସଂଗ୍ରହ ଖାତାରେ ସର୍ବନିମ୍ନ ଜମା ରାଶି ନାହିଁ bbox=[854, 1221, 964, 1301]
gitam-sign: Sd/- Secretary bbox=[1410, 866, 1474, 876]
paura-request: ଆମର ନିବେଦନ:- bbox=[1122, 1533, 1191, 1544]
utkal2-sign: By Order of the Vice-Chancellor bbox=[210, 1573, 371, 1584]
officer-name: ଶ୍ରୀମତୀ ରଶ୍ମିରେଖା ମିଶ୍ର bbox=[1376, 1604, 1474, 1615]
masthead-page-number: ୧୩ bbox=[1460, 11, 1480, 29]
utkal2-sign2: Sd/- Registrar bbox=[300, 1584, 371, 1595]
paura-point: • ରାସ୍ତାରେ ଗୋରୁ ଛାଡ଼ନ୍ତୁ ନାହିଁ ଓ ଗୃହ ନିର୍ମାଣ ଅନୁମତି ନେଇ କରନ୍ତୁ । bbox=[1134, 1568, 1474, 1579]
rmjc-sign: Sd/- Principal,R M Junior College, Jogimunda,Bolangir bbox=[101, 1141, 371, 1152]
table-header: Place of sale & receipt of tender paper bbox=[1002, 1520, 1102, 1579]
greeting-portrait bbox=[1388, 596, 1472, 700]
officer-role: ଉପାଧ୍ୟକ୍ଷ bbox=[1278, 1615, 1316, 1626]
table-cell: 'C' & 'B' Class bbox=[855, 1593, 901, 1643]
indianoil-site: http://iocletenders.gov.in for details bbox=[391, 1384, 538, 1406]
table-cell: 4 bbox=[635, 2005, 693, 2019]
table-header: Date & time of opening of Techno Commercial Bid bbox=[959, 1964, 1044, 2005]
sbi-footer: ଅଧିକ ବିବରଣୀ ପାଇଁ ନିକଟସ୍ଥ ଶାଖାରେ ସମ୍ପର୍କ କରନ୍ତୁ । bbox=[746, 1321, 940, 1331]
agri-head: କୃଷି ଓ ଖାଦ୍ୟ ଉତ୍ପାଦନ ନିର୍ଦ୍ଦେଶାଳୟ, ଓଡ଼ିଶା bbox=[391, 1436, 564, 1472]
table-cell: Four Month bbox=[902, 1593, 961, 1643]
ohpc-works-table bbox=[391, 1964, 1102, 2097]
table-row bbox=[585, 1593, 1102, 1643]
ohpc-text: Sealed Tenders in duplicate are invited in two parts – (i) Techno Commercial bid & (ii) Price bid in separate sealed envelope for rendering following works from Government Registered Contractors to be eventually drawn up in PWD Form F2 as modified. bbox=[391, 1938, 1081, 1960]
rmjc-bar: ADVERTISEMENT bbox=[28, 1008, 371, 1022]
utkal1-sign2: Sd/- Registrar bbox=[300, 1375, 371, 1386]
story2-section-d-head: ନବୀନଙ୍କ ହାତରେ ଏନ୍ଆଇଟି ଛାତ୍ରୀଙ୍କ ଦାବିପତ୍ର bbox=[868, 649, 1070, 692]
orsac-sign: CHIEF EXECUTIVE bbox=[282, 2108, 371, 2119]
rmjc-post: 3. Data Entry Operator bbox=[28, 1083, 131, 1093]
utkal1-date: Dt.09.07.2013 bbox=[298, 1263, 371, 1273]
table-header: Class of Contract or bbox=[855, 1520, 901, 1579]
greeting-designation: ପୂର୍ବତନ ଜୁନାଗଡ଼ ବ୍ଲକ ଅଧ୍ୟକ୍ଷ ତଥା ଭାଜପା ଜିଲା ସାଧାରଣ ସମ୍ପାଦକ କଳାହାଣ୍ଡି bbox=[1132, 658, 1374, 680]
bsnl-tender-notice bbox=[22, 1638, 377, 1820]
table-cell: 1 bbox=[585, 1579, 604, 1593]
rmjc-qualification: Graduate with Education bbox=[201, 1071, 314, 1082]
table-cell: 1% of the Est. cost bbox=[807, 1643, 855, 1693]
table-cell: 1 bbox=[392, 2019, 416, 2096]
rmjc-post: 1. Lecturer in Education ( Ad-hoc basis)- bbox=[28, 1049, 176, 1071]
agri-box1: ମାଟି ପରୀକ୍ଷା ଫଳାଫଳ ଅନୁଯାୟୀ ସାର ପ୍ରୟୋଗ କରନ୍ତୁ bbox=[391, 1550, 564, 1586]
census-title: ଷଷ୍ଠ ଅର୍ଥନୈତିକ ଗଣନା bbox=[1195, 1240, 1401, 1265]
bjp-photo-caption: ନବୀନ ପଟ୍ଟନାୟକଙ୍କ ଗସ୍ତକୁ ଭାଜପା ପକ୍ଷରୁ କଳାପତାକା ଦେଖାଇ ବିରୋଧ କରାଯାଉଛି । bbox=[22, 940, 356, 952]
